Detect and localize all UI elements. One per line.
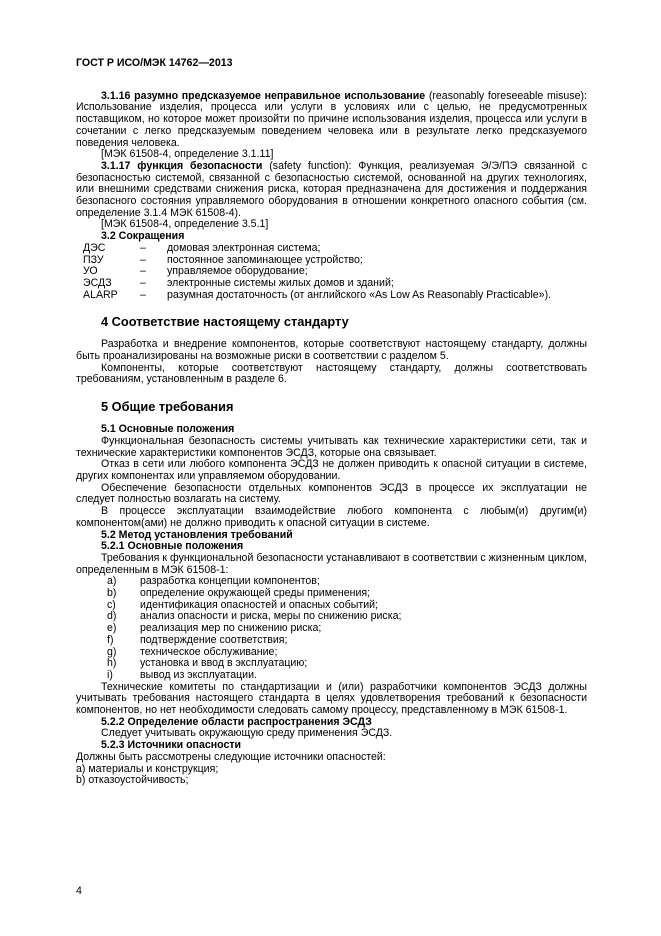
list-item-letter: d) [107, 610, 117, 623]
list-item-text: реализация мер по снижению риска; [140, 622, 322, 635]
list-item-letter: h) [107, 657, 117, 670]
section-5-1-paragraph: Отказ в сети или любого компонента ЭСДЗ не должен приводить к опасной ситуации в системе, других компонентах или управляемом оборудовании. [76, 458, 587, 482]
section-5-1-paragraph: В процессе эксплуатации взаимодействие любого компонента с любым(и) другим(и) компонентом(ами) не должно приводить к опасной ситуации в системе. [76, 505, 587, 529]
list-item-letter: b) [107, 587, 117, 600]
section-4-heading: 4 Соответствие настоящему стандарту [101, 314, 349, 330]
section-5-1-paragraph: Функциональная безопасность системы учитывать как технические характеристики сети, так и технические характеристики компонентов ЭСДЗ, которые она связывает. [76, 434, 587, 459]
abbreviation-row [76, 243, 587, 255]
term-3-1-16 [76, 91, 587, 150]
abbreviation-dash: – [140, 241, 146, 254]
term-3-1-16-body: (reasonably foreseeable misuse): Использование изделия, процесса или услуги в условиях или с целью, не предусмотренных поставщиком, но которое может произойти по причине использования изделия, процесса или услуги в сочетании с легко предсказуемым поведением человека или в результате легко предсказуемого поведения человека. [76, 89, 587, 149]
list-item-text: техническое обслуживание; [140, 645, 278, 658]
doc-number-header: ГОСТ Р ИСО/МЭК 14762—2013 [76, 57, 233, 69]
section-5-2-3-intro: Должны быть рассмотрены следующие источники опасностей: [76, 750, 386, 763]
abbreviation-definition: управляемое оборудование; [167, 265, 308, 278]
subheading-3-2: 3.2 Сокращения [101, 230, 185, 243]
list-item-text: подтверждение соответствия; [140, 633, 288, 646]
abbreviation-dash: – [140, 265, 146, 278]
abbreviation-term: ПЗУ [83, 253, 104, 266]
abbreviation-definition: электронные системы жилых домов и зданий; [167, 276, 394, 289]
section-4-paragraph: Разработка и внедрение компонентов, которые соответствуют настоящему стандарту, должны быть проанализированы на возможные риски в соответствии с разделом 5. [76, 338, 587, 363]
abbreviation-definition: постоянное запоминающее устройство; [167, 253, 363, 266]
abbreviation-term: ДЭС [83, 241, 106, 254]
section-5-1-paragraph: Обеспечение безопасности отдельных компонентов ЭСДЗ в процессе их эксплуатации не следует полностью возлагать на систему. [76, 481, 587, 506]
hazard-item-text: отказоустойчивость; [88, 774, 189, 787]
list-item-text: определение окружающей среды применения; [140, 587, 371, 600]
list-item-text: разработка концепции компонентов; [140, 575, 320, 588]
subheading-5-2: 5.2 Метод установления требований [101, 528, 293, 541]
hazard-item-letter: a) [76, 762, 86, 775]
abbreviation-dash: – [140, 253, 146, 266]
term-3-1-17-reference: [МЭК 61508-4, определение 3.5.1] [101, 218, 269, 231]
subheading-5-2-1: 5.2.1 Основные положения [101, 540, 244, 553]
subheading-5-1: 5.1 Основные положения [101, 423, 235, 436]
term-3-1-17-body: (safety function): Функция, реализуемая Э/Э/ПЭ связанной с безопасностью системой, связанной с безопасностью системой, основанной на других технологиях, или внешними средствами снижения риска, которая предназначена для достижения и поддержания безопасного состояния управляемого оборудования в отношении конкретного опасного события (см. определение 3.1.4 МЭК 61508-4). [76, 159, 588, 219]
section-5-2-1-intro: Требования к функциональной безопасности устанавливают в соответствии с жизненным циклом, определенным в МЭК 61508-1: [76, 551, 587, 576]
term-3-1-16-reference: [МЭК 61508-4, определение 3.1.11] [101, 148, 274, 161]
hazard-item-letter: b) [76, 774, 86, 787]
abbreviation-term: ALARP [83, 288, 118, 301]
lifecycle-list-item [76, 670, 587, 682]
subheading-5-2-2: 5.2.2 Определение области распространения ЭСДЗ [101, 715, 372, 728]
abbreviation-definition: домовая электронная система; [167, 241, 321, 254]
list-item-text: анализ опасности и риска, меры по снижению риска; [140, 610, 402, 623]
list-item-letter: f) [107, 633, 114, 646]
abbreviation-term: УО [83, 265, 98, 278]
list-item-letter: a) [107, 575, 117, 588]
list-item-text: идентификация опасностей и опасных событий; [140, 598, 379, 611]
lifecycle-list-item [76, 635, 587, 647]
abbreviation-row [76, 290, 587, 302]
hazard-item-text: материалы и конструкция; [88, 762, 219, 775]
term-3-1-17 [76, 161, 587, 220]
abbreviation-row [76, 255, 587, 267]
section-5-heading: 5 Общие требования [101, 399, 234, 415]
term-3-1-17-title: 3.1.17 функция безопасности [101, 159, 263, 172]
abbreviation-dash: – [140, 276, 146, 289]
abbreviation-row [76, 278, 587, 290]
abbreviation-term: ЭСДЗ [83, 276, 112, 289]
list-item-text: установка и ввод в эксплуатацию; [140, 657, 308, 670]
abbreviation-dash: – [140, 288, 146, 301]
section-4-paragraph: Компоненты, которые соответствуют настоящему стандарту, должны соответствовать требованиям, установленным в разделе 6. [76, 361, 587, 386]
lifecycle-list-item [76, 588, 587, 600]
list-item-text: вывод из эксплуатации. [140, 668, 257, 681]
abbreviation-definition: разумная достаточность (от английского «As Low As Reasonably Practicable»). [167, 288, 552, 301]
list-item-letter: i) [107, 668, 113, 681]
list-item-letter: g) [107, 645, 117, 658]
page-content [76, 58, 587, 787]
section-5-2-1-outro: Технические комитеты по стандартизации и (или) разработчики компонентов ЭСДЗ должны учитывать требования настоящего стандарта в целях удовлетворения требований к безопасности компонентов, но нет необходимости следовать самому процессу, представленному в МЭК 61508-1. [76, 680, 587, 717]
term-3-1-16-title: 3.1.16 разумно предсказуемое неправильное использование [101, 89, 426, 102]
section-5-2-2-paragraph: Следует учитывать окружающую среду применения ЭСДЗ. [101, 727, 393, 740]
hazard-source-item [76, 775, 587, 787]
page-number: 4 [76, 885, 82, 897]
subheading-5-2-3: 5.2.3 Источники опасности [101, 739, 242, 752]
list-item-letter: e) [107, 622, 117, 635]
list-item-letter: c) [107, 598, 116, 611]
